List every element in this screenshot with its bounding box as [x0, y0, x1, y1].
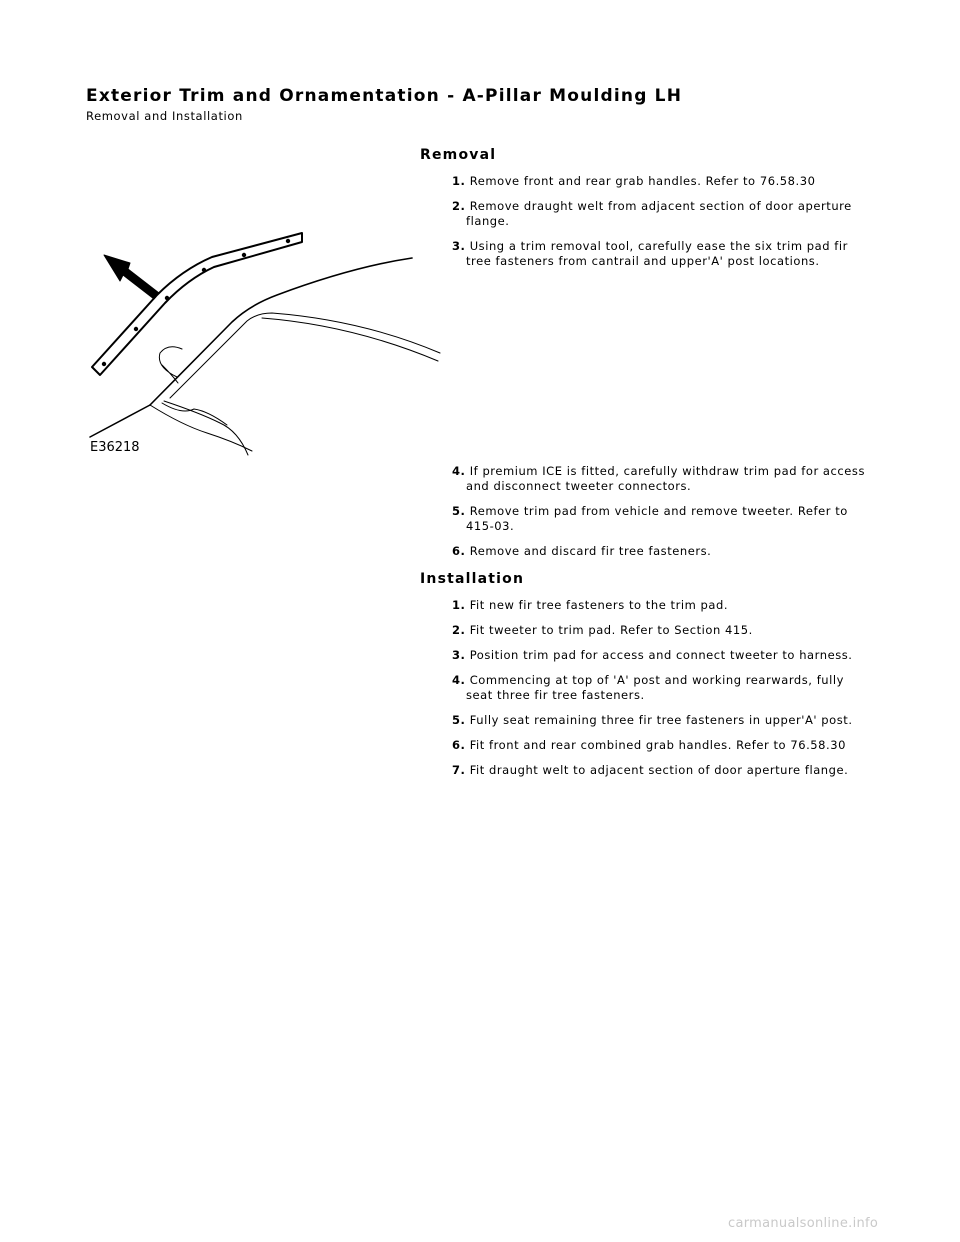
removal-steps-list: [452, 174, 872, 279]
dash-detail: [150, 405, 252, 451]
list-item: [452, 713, 872, 728]
step-text: Remove draught welt from adjacent section of door aperture flange.: [466, 199, 852, 228]
step-number: 5.: [452, 504, 466, 518]
list-item: [452, 673, 872, 703]
step-number: 5.: [452, 713, 466, 727]
fastener-dot: [286, 239, 290, 243]
a-pillar-moulding-diagram: [82, 225, 442, 460]
step-text: Fit draught welt to adjacent section of door aperture flange.: [469, 763, 849, 777]
step-text: Remove trim pad from vehicle and remove tweeter. Refer to 415-03.: [466, 504, 848, 533]
figure-label: E36218: [90, 440, 140, 455]
removal-heading: Removal: [420, 147, 497, 163]
dash-detail: [164, 401, 248, 455]
step-text: Position trim pad for access and connect tweeter to harness.: [469, 648, 853, 662]
installation-steps-list: [452, 598, 872, 788]
step-text: Commencing at top of 'A' post and working rearwards, fully seat three fir tree fasteners.: [466, 673, 844, 702]
list-item: [452, 464, 872, 494]
a-post-outer-line: [150, 258, 412, 405]
step-number: 2.: [452, 623, 466, 637]
step-text: Remove front and rear grab handles. Refer to 76.58.30: [469, 174, 816, 188]
pointer-arrow-icon: [104, 255, 159, 299]
sill-line: [90, 405, 150, 437]
list-item: [452, 504, 872, 534]
step-text: Fit front and rear combined grab handles. Refer to 76.58.30: [469, 738, 846, 752]
fastener-dots: [102, 239, 290, 366]
fastener-dot: [134, 327, 138, 331]
step-text: If premium ICE is fitted, carefully withdraw trim pad for access and disconnect tweeter connectors.: [466, 464, 865, 493]
fastener-dot: [165, 296, 169, 300]
list-item: [452, 199, 872, 229]
step-number: 6.: [452, 738, 466, 752]
moulding-strip: [92, 233, 302, 375]
fastener-dot: [242, 253, 246, 257]
a-post-inner-line: [170, 313, 440, 398]
list-item: [452, 648, 872, 663]
watermark: carmanualsonline.info: [728, 1216, 879, 1231]
step-number: 3.: [452, 648, 466, 662]
step-number: 4.: [452, 673, 466, 687]
step-text: Remove and discard fir tree fasteners.: [469, 544, 712, 558]
step-text: Fully seat remaining three fir tree fasteners in upper'A' post.: [469, 713, 853, 727]
list-item: [452, 763, 872, 778]
step-number: 4.: [452, 464, 466, 478]
step-number: 7.: [452, 763, 466, 777]
step-number: 6.: [452, 544, 466, 558]
mirror-bracket: [159, 347, 182, 383]
step-number: 1.: [452, 174, 466, 188]
installation-heading: Installation: [420, 571, 525, 587]
fastener-dot: [202, 268, 206, 272]
step-number: 3.: [452, 239, 466, 253]
fastener-dot: [102, 362, 106, 366]
list-item: [452, 598, 872, 613]
list-item: [452, 738, 872, 753]
removal-steps-list-continued: [452, 464, 872, 569]
list-item: [452, 174, 872, 189]
list-item: [452, 544, 872, 559]
page-title: Exterior Trim and Ornamentation - A-Pillar Moulding LH: [86, 86, 683, 106]
list-item: [452, 239, 872, 269]
step-text: Using a trim removal tool, carefully ease the six trim pad fir tree fasteners from cantrail and upper'A' post locations.: [466, 239, 848, 268]
step-text: Fit tweeter to trim pad. Refer to Section 415.: [469, 623, 753, 637]
page-subtitle: Removal and Installation: [86, 109, 243, 123]
step-number: 1.: [452, 598, 466, 612]
step-text: Fit new fir tree fasteners to the trim pad.: [469, 598, 729, 612]
step-number: 2.: [452, 199, 466, 213]
list-item: [452, 623, 872, 638]
